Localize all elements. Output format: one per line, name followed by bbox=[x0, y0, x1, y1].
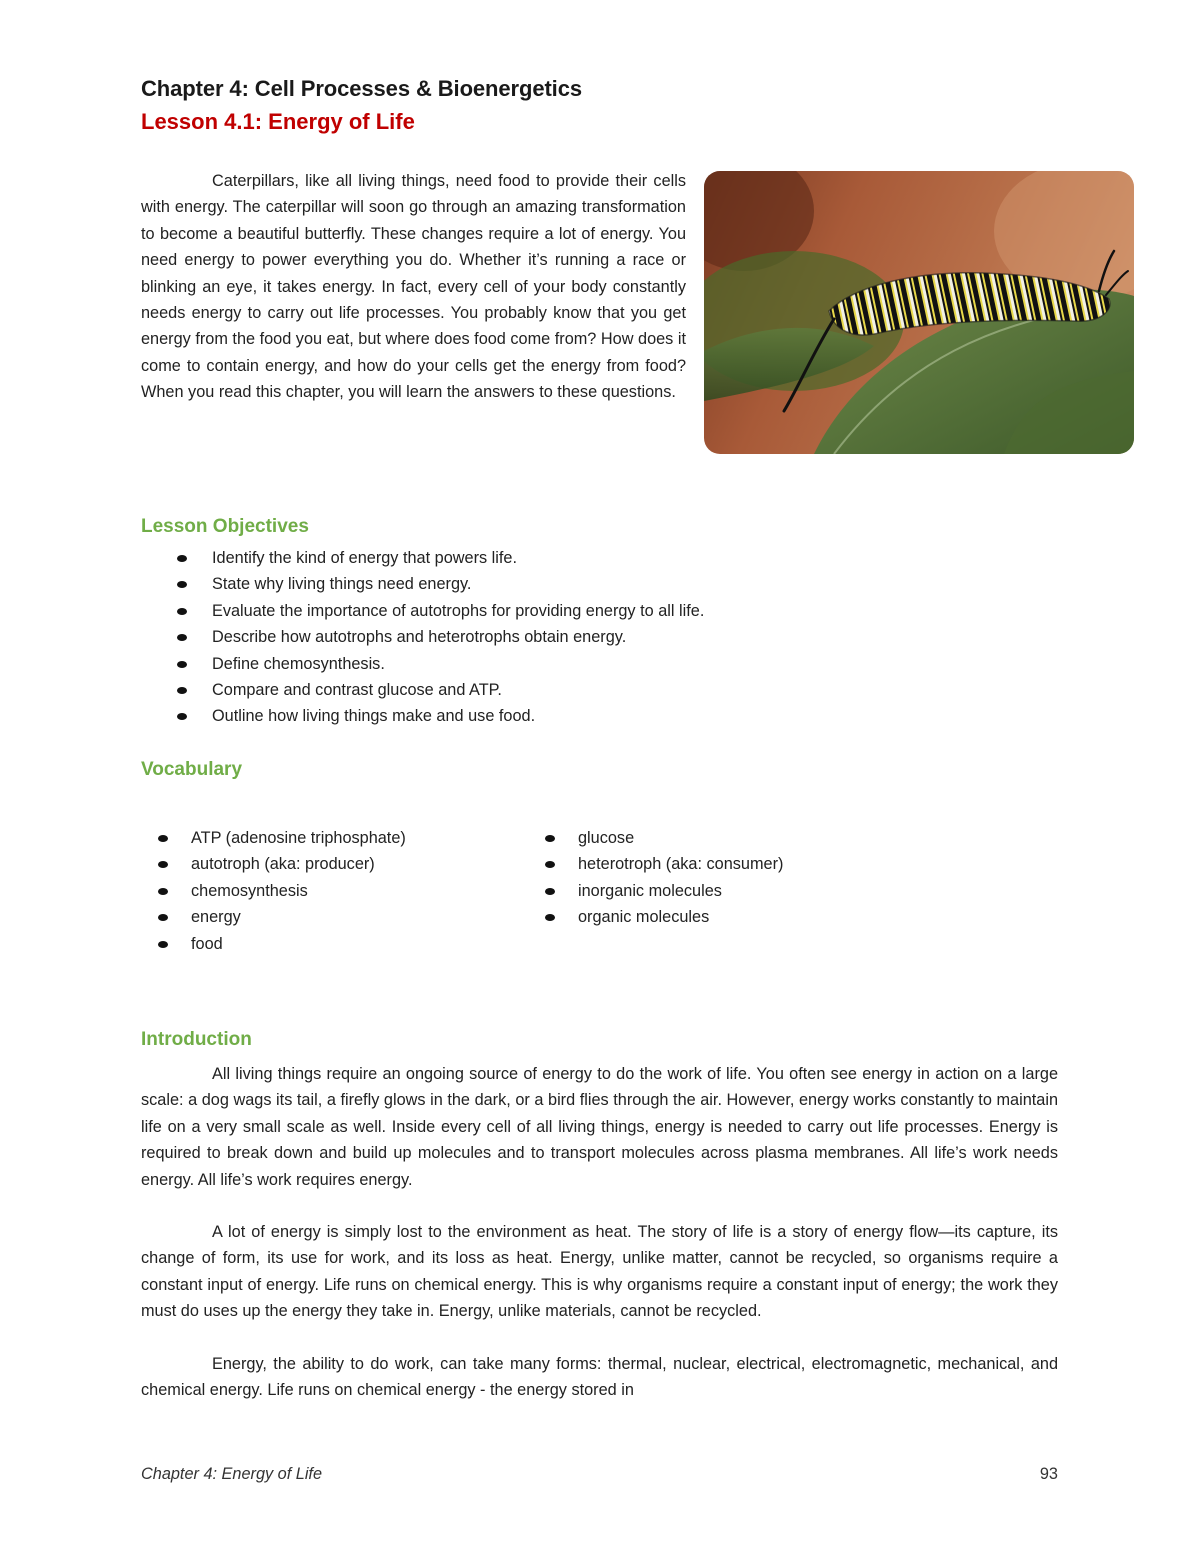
objective-text: Evaluate the importance of autotrophs for providing energy to all life. bbox=[212, 601, 705, 620]
vocab-term: food bbox=[191, 934, 223, 953]
list-item bbox=[172, 677, 704, 703]
bullet-icon bbox=[177, 555, 187, 562]
objectives-list bbox=[172, 545, 704, 730]
bullet-icon bbox=[177, 687, 187, 694]
objective-text: Outline how living things make and use food. bbox=[212, 707, 536, 726]
objective-text: Define chemosynthesis. bbox=[212, 654, 385, 673]
bullet-icon bbox=[545, 914, 555, 921]
introduction-paragraph-2: A lot of energy is simply lost to the environment as heat. The story of life is a story of energy flow—its capture, its change of form, its use for work, and its loss as heat. Energy, unlike matter, cannot be recycled, so organisms require a constant input of energy. Life runs on chemical energy. This is why organisms require a constant input of energy; the work they must do uses up the energy they take in. Energy, unlike materials, cannot be recycled. bbox=[141, 1223, 1058, 1321]
vocabulary-list-left bbox=[155, 825, 406, 957]
intro-paragraph: Caterpillars, like all living things, need food to provide their cells with energy. The caterpillar will soon go through an amazing transformation to become a beautiful butterfly. These changes require a lot of energy. You need energy to power everything you do. Whether it’s running a race or blinking an eye, it takes energy. In fact, every cell of your body constantly needs energy to carry out life processes. You probably know that you get energy from the food you eat, but where does food come from? How does it come to contain energy, and how do your cells get the energy from food? When you read this chapter, you will learn the answers to these questions. bbox=[141, 172, 686, 402]
lesson-title: Lesson 4.1: Energy of Life bbox=[141, 109, 415, 134]
vocab-term: autotroph (aka: producer) bbox=[191, 855, 375, 874]
bullet-icon bbox=[158, 861, 168, 868]
bullet-icon bbox=[158, 941, 168, 948]
page-number: 93 bbox=[1039, 1465, 1058, 1483]
chapter-title: Chapter 4: Cell Processes & Bioenergetics bbox=[141, 76, 582, 101]
bullet-icon bbox=[158, 888, 168, 895]
bullet-icon bbox=[177, 608, 187, 615]
list-item bbox=[542, 904, 783, 930]
bullet-icon bbox=[545, 861, 555, 868]
caterpillar-photo bbox=[704, 171, 1134, 454]
bullet-icon bbox=[177, 634, 187, 641]
bullet-icon bbox=[177, 661, 187, 668]
list-item bbox=[155, 931, 406, 957]
list-item bbox=[542, 825, 783, 851]
list-item bbox=[542, 878, 783, 904]
list-item bbox=[542, 851, 783, 877]
vocabulary-list-right bbox=[542, 825, 783, 931]
bullet-icon bbox=[177, 713, 187, 720]
list-item bbox=[155, 878, 406, 904]
vocab-term: inorganic molecules bbox=[578, 881, 722, 900]
list-item bbox=[155, 825, 406, 851]
objective-text: Describe how autotrophs and heterotrophs obtain energy. bbox=[212, 628, 627, 647]
introduction-paragraph-3: Energy, the ability to do work, can take many forms: thermal, nuclear, electrical, electromagnetic, mechanical, and chemical energy. Life runs on chemical energy - the energy stored in bbox=[141, 1355, 1058, 1400]
vocab-term: chemosynthesis bbox=[191, 881, 308, 900]
objective-text: Compare and contrast glucose and ATP. bbox=[212, 680, 502, 699]
lesson-objectives-heading: Lesson Objectives bbox=[141, 516, 309, 537]
objective-text: Identify the kind of energy that powers life. bbox=[212, 549, 517, 567]
footer-chapter-label: Chapter 4: Energy of Life bbox=[141, 1465, 323, 1483]
vocab-term: glucose bbox=[578, 829, 635, 847]
vocab-term: ATP (adenosine triphosphate) bbox=[191, 829, 406, 847]
vocabulary-heading: Vocabulary bbox=[141, 759, 243, 780]
bullet-icon bbox=[545, 888, 555, 895]
vocab-term: heterotroph (aka: consumer) bbox=[578, 855, 784, 874]
list-item bbox=[172, 545, 704, 571]
vocab-term: energy bbox=[191, 908, 241, 927]
objective-text: State why living things need energy. bbox=[212, 575, 472, 594]
list-item bbox=[155, 904, 406, 930]
introduction-heading: Introduction bbox=[141, 1029, 252, 1050]
vocab-term: organic molecules bbox=[578, 908, 710, 927]
list-item bbox=[155, 851, 406, 877]
bullet-icon bbox=[545, 835, 555, 842]
bullet-icon bbox=[158, 914, 168, 921]
list-item bbox=[172, 571, 704, 597]
bullet-icon bbox=[177, 581, 187, 588]
list-item bbox=[172, 651, 704, 677]
bullet-icon bbox=[158, 835, 168, 842]
list-item bbox=[172, 598, 704, 624]
introduction-paragraph-1: All living things require an ongoing source of energy to do the work of life. You often see energy in action on a large scale: a dog wags its tail, a firefly glows in the dark, or a bird flies through the air. However, energy works constantly to maintain life on a very small scale as well. Inside every cell of all living things, energy is needed to carry out life processes. Energy is required to break down and build up molecules and to transport molecules across plasma membranes. All life’s work needs energy. All life’s work requires energy. bbox=[141, 1065, 1058, 1189]
list-item bbox=[172, 624, 704, 650]
list-item bbox=[172, 703, 704, 729]
